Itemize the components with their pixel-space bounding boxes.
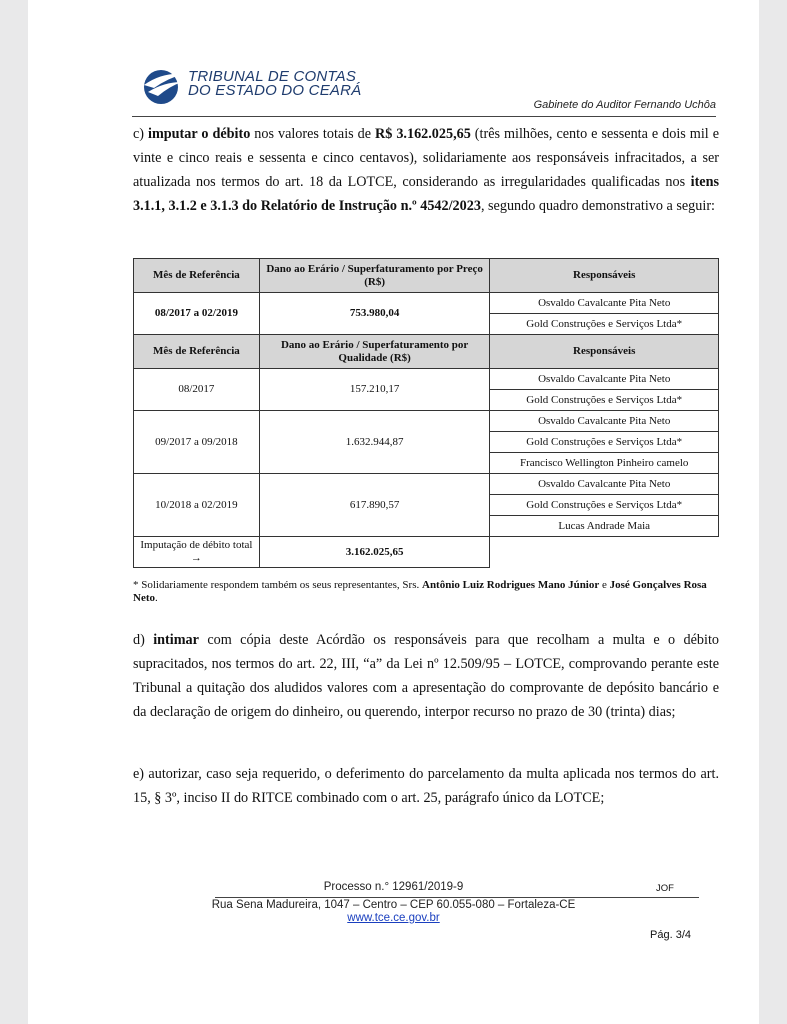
document-page: [28, 0, 759, 1024]
header-cell: Mês de Referência: [134, 259, 260, 293]
para-c-text-3: (três milhões, cento e sessenta e dois mil e vinte e cinco reais e sessenta e cinco centavos), solidariamente aos responsáveis infracitados, a ser atualizada nos termos do art. 18 da LOTCE, considerando as irregularidades qualificadas nos: [133, 126, 719, 190]
total-label-cell: Imputação de débito total →: [134, 537, 260, 568]
responsible-cell: Gold Construções e Serviços Ltda*: [490, 390, 719, 411]
paragraph-e: e) autorizar, caso seja requerido, o deferimento do parcelamento da multa aplicada nos termos do art. 15, § 3º, inciso II do RITCE combinado com o art. 25, parágrafo único da LOTCE;: [133, 766, 719, 806]
para-d-text-2: com cópia deste Acórdão os responsáveis para que recolham a multa e o débito supracitados, nos termos do art. 22, III, “a” da Lei nº 12.509/95 – LOTCE, comprovando perante este Tribunal a quitação dos aludidos valores com a apresentação do comprovante de depósito bancário e da declaração de origem do dinheiro, ou querendo, interpor recurso no prazo de 30 (trinta) dias;: [133, 632, 719, 720]
month-cell: 08/2017 a 02/2019: [134, 293, 260, 335]
empty-cell: [490, 537, 719, 568]
total-value-cell: 3.162.025,65: [259, 537, 490, 568]
org-name-line2: DO ESTADO DO CEARÁ: [188, 82, 362, 99]
header-cell: Responsáveis: [490, 335, 719, 369]
footnote-text-2: e: [599, 579, 610, 591]
footer-address: Rua Sena Madureira, 1047 – Centro – CEP 60.055-080 – Fortaleza-CE: [211, 899, 576, 911]
month-cell: 08/2017: [134, 369, 260, 411]
process-number: Processo n.° 12961/2019-9: [323, 881, 464, 893]
para-c-bold-1: imputar o débito: [148, 126, 251, 142]
paragraph-d: [133, 628, 719, 724]
responsible-cell: Francisco Wellington Pinheiro camelo: [490, 453, 719, 474]
responsible-cell: Osvaldo Cavalcante Pita Neto: [490, 369, 719, 390]
para-c-text-1: c): [133, 126, 149, 142]
responsible-cell: Gold Construções e Serviços Ltda*: [490, 432, 719, 453]
month-cell: 09/2017 a 09/2018: [134, 411, 260, 474]
header-cell: Dano ao Erário / Superfaturamento por Preço (R$): [259, 259, 490, 293]
footer-divider: [215, 897, 699, 898]
footnote-text-3: .: [155, 592, 158, 604]
para-c-bold-2: R$ 3.162.025,65: [375, 126, 471, 142]
value-cell: 753.980,04: [259, 293, 490, 335]
footnote-bold-2: José Gonçalves Rosa Neto: [133, 579, 707, 604]
table-row: [134, 411, 719, 432]
responsible-cell: Osvaldo Cavalcante Pita Neto: [490, 293, 719, 314]
page-number: Pág. 3/4: [650, 929, 691, 941]
footnote-bold-1: Antônio Luiz Rodrigues Mano Júnior: [422, 579, 600, 591]
header-divider: [132, 116, 716, 117]
value-cell: 1.632.944,87: [259, 411, 490, 474]
footnote-text-1: * Solidariamente respondem também os seus representantes, Srs.: [133, 579, 422, 591]
table-row: [134, 369, 719, 390]
table-header-row: [134, 259, 719, 293]
debt-table: [133, 258, 719, 568]
tce-logo-icon: [140, 66, 186, 106]
website-link[interactable]: www.tce.ce.gov.br: [347, 912, 440, 924]
responsible-cell: Lucas Andrade Maia: [490, 516, 719, 537]
org-name-line1: TRIBUNAL DE CONTAS: [188, 68, 357, 85]
responsible-cell: Osvaldo Cavalcante Pita Neto: [490, 411, 719, 432]
responsible-cell: Gold Construções e Serviços Ltda*: [490, 314, 719, 335]
table-total-row: [134, 537, 719, 568]
header-cell: Dano ao Erário / Superfaturamento por Qualidade (R$): [259, 335, 490, 369]
value-cell: 617.890,57: [259, 474, 490, 537]
table-footnote: [133, 579, 723, 605]
table-row: [134, 293, 719, 314]
header-cell: Mês de Referência: [134, 335, 260, 369]
para-d-text-1: d): [133, 632, 154, 648]
author-initials: JOF: [656, 883, 674, 894]
org-name: [188, 70, 361, 98]
month-cell: 10/2018 a 02/2019: [134, 474, 260, 537]
cabinet-name: Gabinete do Auditor Fernando Uchôa: [533, 99, 716, 111]
para-c-text-4: , segundo quadro demonstrativo a seguir:: [480, 198, 715, 214]
table-header-row: [134, 335, 719, 369]
responsible-cell: Osvaldo Cavalcante Pita Neto: [490, 474, 719, 495]
para-c-bold-3: itens 3.1.1, 3.1.2 e 3.1.3 do Relatório de Instrução n.º 4542/2023: [133, 174, 719, 214]
value-cell: 157.210,17: [259, 369, 490, 411]
table-row: [134, 474, 719, 495]
para-c-text-2: nos valores totais de: [250, 126, 376, 142]
para-d-bold-1: intimar: [153, 632, 199, 648]
responsible-cell: Gold Construções e Serviços Ltda*: [490, 495, 719, 516]
header-cell: Responsáveis: [490, 259, 719, 293]
paragraph-c: [133, 122, 719, 218]
